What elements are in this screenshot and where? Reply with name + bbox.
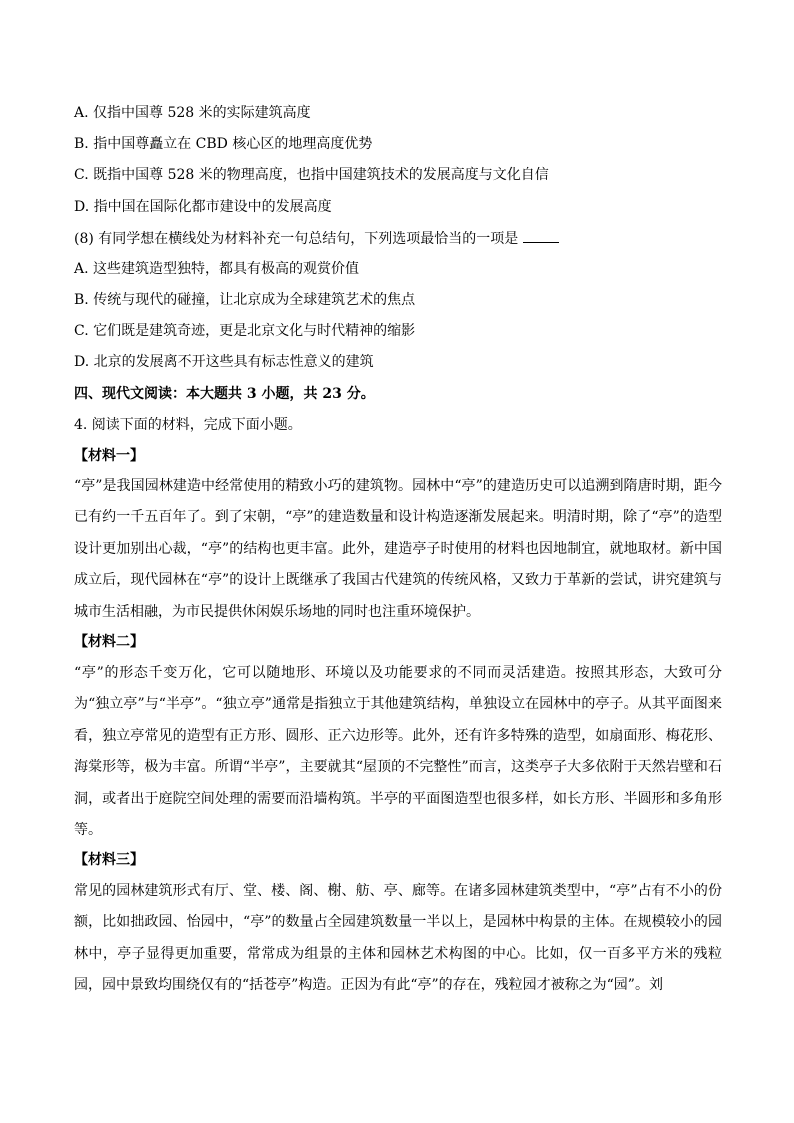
material-3-title: 【材料三】 [74,852,144,868]
material-1-title: 【材料一】 [74,448,144,464]
q8-option-d: D. 北京的发展离不开这些具有标志性意义的建筑 [74,354,374,370]
q8-option-b: B. 传统与现代的碰撞，让北京成为全球建筑艺术的焦点 [74,292,416,308]
q8-option-a: A. 这些建筑造型独特，都具有极高的观赏价值 [74,261,360,277]
q7-option-b: B. 指中国尊矗立在 CBD 核心区的地理高度优势 [74,136,373,152]
q7-option-c: C. 既指中国尊 528 米的物理高度，也指中国建筑技术的发展高度与文化自信 [74,167,549,183]
material-3-text: 常见的园林建筑形式有厅、堂、楼、阁、榭、舫、亭、廊等。在诸多园林建筑类型中，“亭”占有不小的份额，比如拙政园、怡园中，“亭”的数量占全园建筑数量一半以上，是园林中构景的主体。在规模较小的园林中，亭子显得更加重要，常常成为组景的主体和园林艺术构图的中心。比如，仅一百多平方米的残粒园，园中景致均围绕仅有的“括苍亭”构造。正因为有此“亭”的存在，残粒园才被称之为“园”。刘 [74,883,722,994]
question4-intro: 4. 阅读下面的材料，完成下面小题。 [74,417,302,433]
answer-blank [523,228,559,243]
q8-stem-text: (8) 有同学想在横线处为材料补充一句总结句，下列选项最恰当的一项是 [74,231,519,247]
material-2-title: 【材料二】 [74,634,144,650]
material-2-text: “亭”的形态千变万化，它可以随地形、环境以及功能要求的不同而灵活建造。按照其形态，大致可分为“独立亭”与“半亭”。“独立亭”通常是指独立于其他建筑结构，单独设立在园林中的亭子。从其平面图来看，独立亭常见的造型有正方形、圆形、正六边形等。此外，还有许多特殊的造型，如扇面形、梅花形、海棠形等，极为丰富。所谓“半亭”，主要就其“屋顶的不完整性”而言，这类亭子大多依附于天然岩壁和石洞，或者出于庭院空间处理的需要而沿墙构筑。半亭的平面图造型也很多样，如长方形、半圆形和多角形等。 [74,665,722,839]
q8-option-c: C. 它们既是建筑奇迹，更是北京文化与时代精神的缩影 [74,323,416,339]
material-1-text: “亭”是我国园林建造中经常使用的精致小巧的建筑物。园林中“亭”的建造历史可以追溯到隋唐时期，距今已有约一千五百年了。到了宋朝，“亭”的建造数量和设计构造逐渐发展起来。明清时期，除了“亭”的造型设计更加别出心裁，“亭”的结构也更丰富。此外，建造亭子时使用的材料也因地制宜，就地取材。新中国成立后，现代园林在“亭”的设计上既继承了我国古代建筑的传统风格，又致力于革新的尝试，讲究建筑与城市生活相融，为市民提供休闲娱乐场地的同时也注重环境保护。 [74,478,722,620]
section-heading: 四、现代文阅读：本大题共 3 小题，共 23 分。 [74,386,375,402]
q7-option-a: A. 仅指中国尊 528 米的实际建筑高度 [74,105,311,121]
q8-stem [74,228,559,249]
q7-option-d: D. 指中国在国际化都市建设中的发展高度 [74,199,332,215]
